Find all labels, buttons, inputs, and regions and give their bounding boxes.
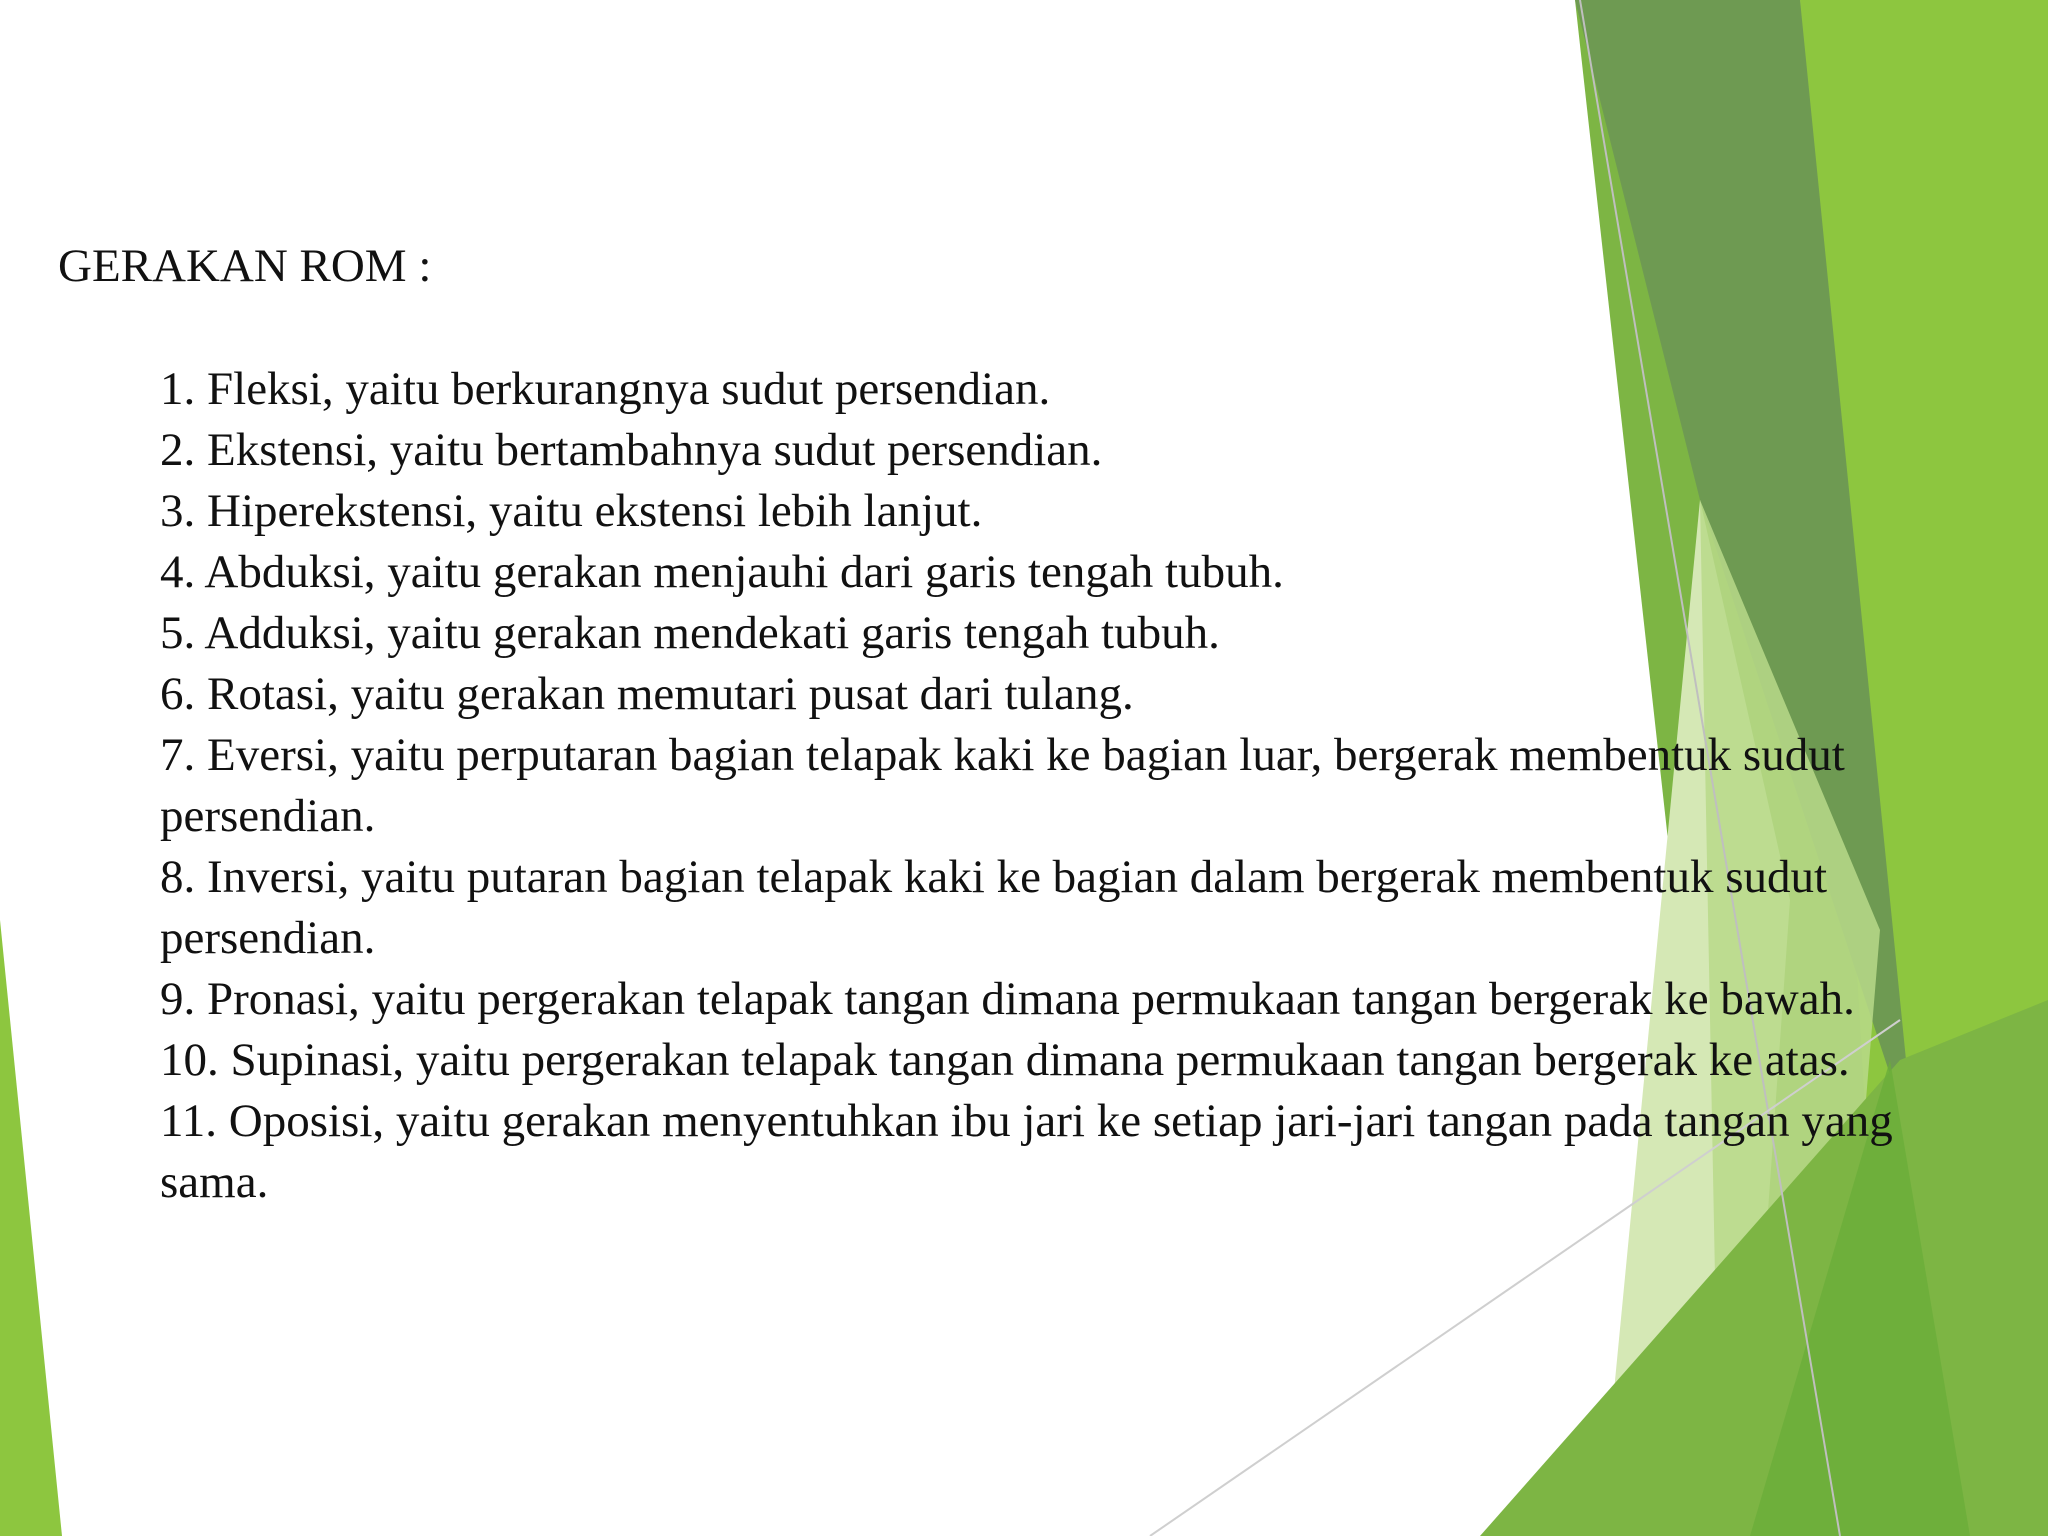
list-item: 10. Supinasi, yaitu pergerakan telapak tangan dimana permukaan tangan bergerak ke atas. (160, 1034, 1850, 1086)
slide-heading: GERAKAN ROM : (58, 240, 432, 292)
list-item: 9. Pronasi, yaitu pergerakan telapak tangan dimana permukaan tangan bergerak ke bawah. (160, 973, 1855, 1025)
slide-content (58, 236, 1998, 1213)
rom-movement-list (58, 359, 1998, 1213)
list-item: 8. Inversi, yaitu putaran bagian telapak kaki ke bagian dalam bergerak membentuk sudut persendian. (160, 851, 1828, 964)
list-item: 1. Fleksi, yaitu berkurangnya sudut persendian. (160, 363, 1051, 415)
list-item: 3. Hiperekstensi, yaitu ekstensi lebih lanjut. (160, 485, 983, 537)
list-item: 4. Abduksi, yaitu gerakan menjauhi dari garis tengah tubuh. (160, 546, 1284, 598)
left-green-sliver (0, 920, 62, 1536)
list-item: 2. Ekstensi, yaitu bertambahnya sudut persendian. (160, 424, 1103, 476)
list-item: 6. Rotasi, yaitu gerakan memutari pusat dari tulang. (160, 668, 1134, 720)
list-item: 11. Oposisi, yaitu gerakan menyentuhkan ibu jari ke setiap jari-jari tangan pada tangan yang sama. (160, 1095, 1893, 1208)
list-item: 7. Eversi, yaitu perputaran bagian telapak kaki ke bagian luar, bergerak membentuk sudut persendian. (160, 729, 1845, 842)
list-item: 5. Adduksi, yaitu gerakan mendekati garis tengah tubuh. (160, 607, 1220, 659)
